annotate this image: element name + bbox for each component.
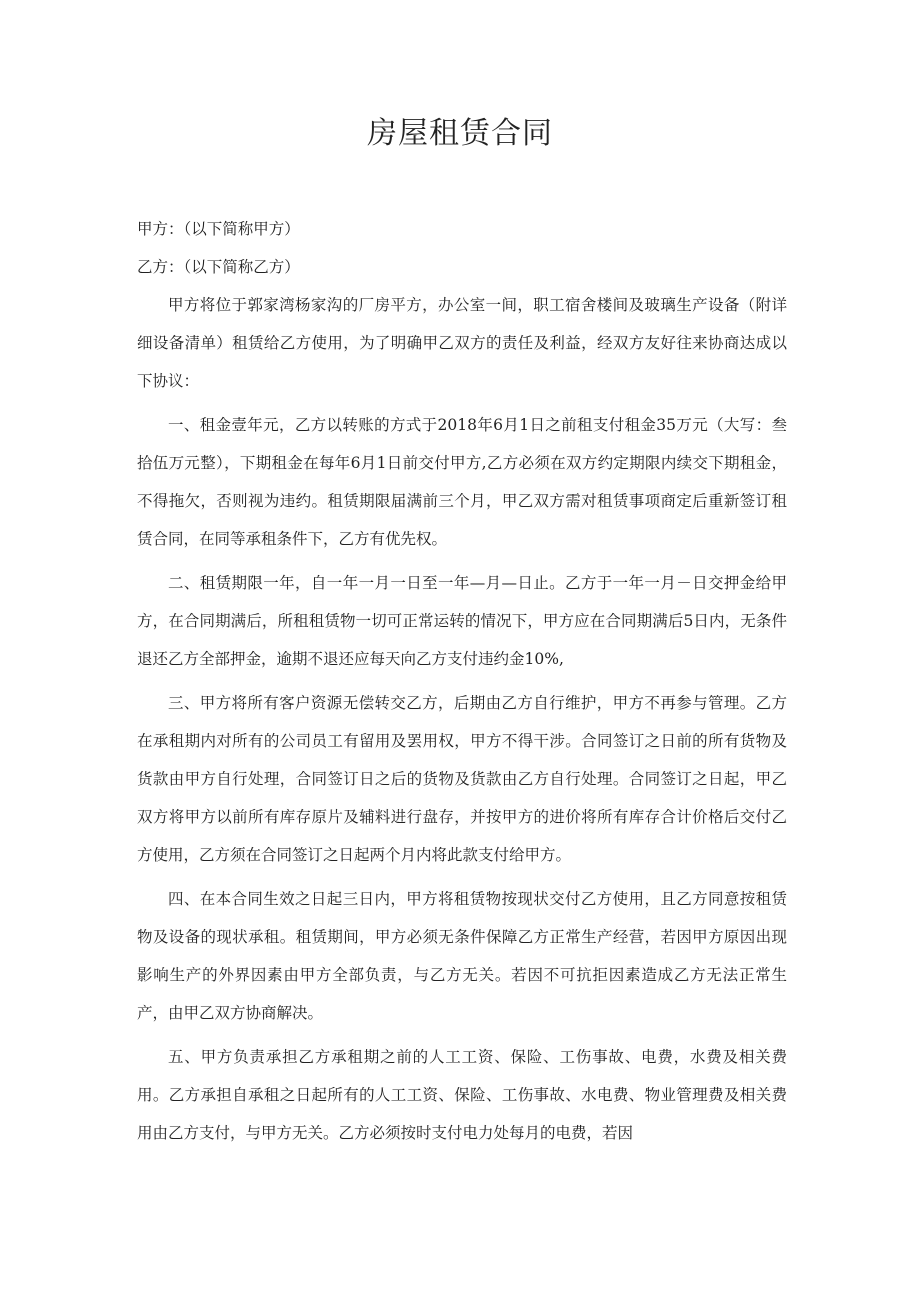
clause-1-rent: 一、租金壹年元，乙方以转账的方式于2018年6月1日之前租支付租金35万元（大写：叁拾伍万元整），下期租金在每年6月1日前交付甲方,乙方必须在双方约定期限内续交下期租金，不得拖欠，否则视为违约。租赁期限届满前三个月，甲乙双方需对租赁事项商定后重新签订租赁合同，在同等承租条件下，乙方有优先权。 [137, 416, 787, 548]
clause-2-term: 二、租赁期限一年，自一年一月一日至一年—月—日止。乙方于一年一月－日交押金给甲方，在合同期满后，所租租赁物一切可正常运转的情况下，甲方应在合同期满后5日内，无条件退还乙方全部押金，逾期不退还应每天向乙方支付违约金10%, [137, 574, 787, 668]
clause-5-costs: 五、甲方负责承担乙方承租期之前的人工工资、保险、工伤事故、电费，水费及相关费用。乙方承担自承租之日起所有的人工工资、保险、工伤事故、水电费、物业管理费及相关费用由乙方支付，与甲方无关。乙方必须按时支付电力处每月的电费，若因 [137, 1048, 787, 1142]
document-body [137, 210, 787, 1152]
party-b-line: 乙方：（以下简称乙方） [137, 258, 300, 276]
document-title: 房屋租赁合同 [367, 116, 553, 151]
party-a-line: 甲方：（以下简称甲方） [137, 220, 300, 238]
intro-paragraph: 甲方将位于郭家湾杨家沟的厂房平方，办公室一间，职工宿舍楼间及玻璃生产设备（附详细设备清单）租赁给乙方使用，为了明确甲乙双方的责任及利益，经双方友好往来协商达成以下协议： [137, 296, 787, 390]
clause-3-customers: 三、甲方将所有客户资源无偿转交乙方，后期由乙方自行维护，甲方不再参与管理。乙方在承租期内对所有的公司员工有留用及罢用权，甲方不得干涉。合同签订之日前的所有货物及货款由甲方自行处理，合同签订日之后的货物及货款由乙方自行处理。合同签订之日起，甲乙双方将甲方以前所有库存原片及辅料进行盘存，并按甲方的进价将所有库存合计价格后交付乙方使用，乙方须在合同签订之日起两个月内将此款支付给甲方。 [137, 694, 787, 864]
clause-4-delivery: 四、在本合同生效之日起三日内，甲方将租赁物按现状交付乙方使用，且乙方同意按租赁物及设备的现状承租。租赁期间，甲方必须无条件保障乙方正常生产经营，若因甲方原因出现影响生产的外界因素由甲方全部负责，与乙方无关。若因不可抗拒因素造成乙方无法正常生产，由甲乙双方协商解决。 [137, 890, 787, 1022]
